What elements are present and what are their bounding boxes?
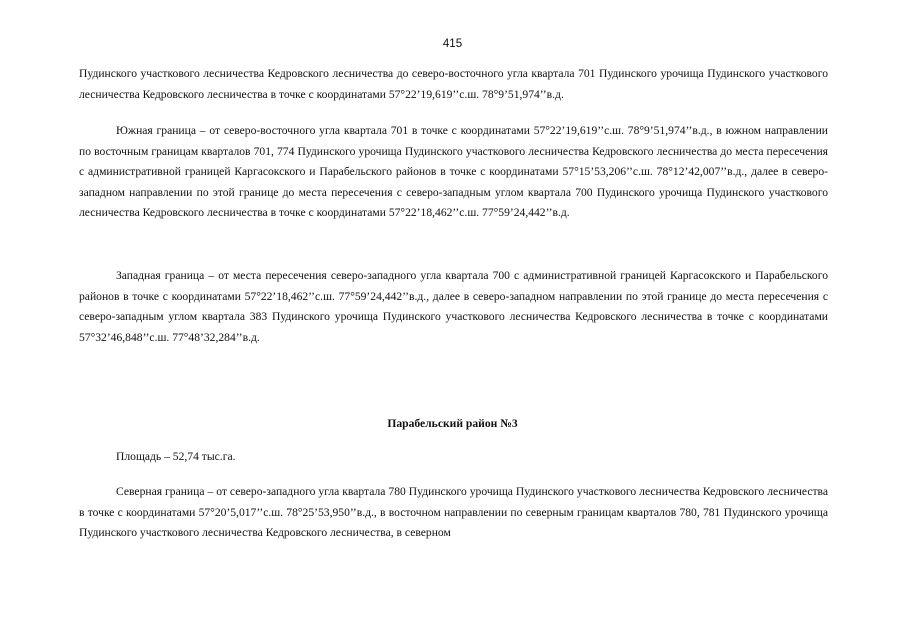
paragraph-west-border: Западная граница – от места пересечения северо-западного угла квартала 700 с административной границей Каргасокского и Парабельского районов в точке с координатами 57°22’18,462’’с.ш. 77°59’24,442’’в.д., далее в северо-западном направлении по этой границе до места пересечения с северо-западным углом квартала 383 Пудинского урочища Пудинского участкового лесничества Кедровского лесничества в точке с координатами 57°32’46,848’’с.ш. 77°48’32,284’’в.д.: [79, 269, 828, 344]
section-heading: Парабельский район №3: [387, 417, 518, 430]
paragraph-north-border: Северная граница – от северо-западного угла квартала 780 Пудинского урочища Пудинского участкового лесничества Кедровского лесничества в точке с координатами 57°20’5,017’’с.ш. 78°25’53,950’’в.д., в восточном направлении по северным границам кварталов 780, 781 Пудинского урочища Пудинского участкового лесничества Кедровского лесничества, в северном: [79, 485, 828, 539]
paragraph-area: Площадь – 52,74 тыс.га.: [116, 450, 236, 463]
page-number: 415: [442, 38, 463, 50]
paragraph-south-border: Южная граница – от северо-восточного угла квартала 701 в точке с координатами 57°22’19,619’’с.ш. 78°9’51,974’’в.д., в южном направлении по восточным границам кварталов 701, 774 Пудинского урочища Пудинского участкового лесничества Кедровского лесничества до места пересечения с административной границей Каргасокского и Парабельского районов в точке с координатами 57°15’53,206’’с.ш. 78°12’42,007’’в.д., далее в северо-западном направлении по этой границе до места пересечения с северо-западным углом квартала 700 Пудинского урочища Пудинского участкового лесничества Кедровского лесничества в точке с координатами 57°22’18,462’’с.ш. 77°59’24,442’’в.д.: [79, 124, 828, 219]
paragraph-continuation: Пудинского участкового лесничества Кедровского лесничества до северо-восточного угла квартала 701 Пудинского урочища Пудинского участкового лесничества Кедровского лесничества в точке с координатами 57°22’19,619’’с.ш. 78°9’51,974’’в.д.: [79, 67, 828, 101]
